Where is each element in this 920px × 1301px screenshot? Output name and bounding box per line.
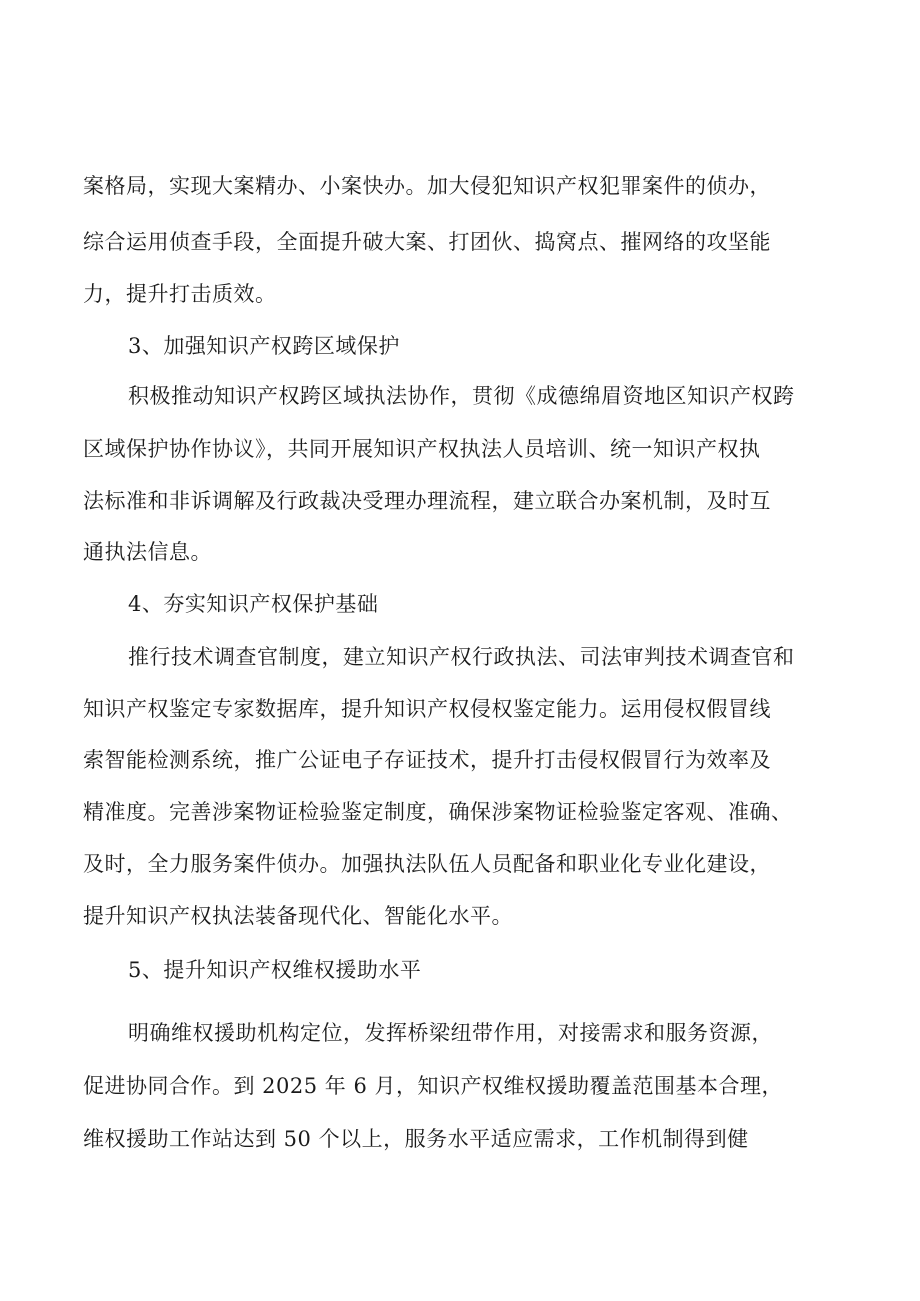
paragraph-line: 案格局，实现大案精办、小案快办。加大侵犯知识产权犯罪案件的侦办， bbox=[83, 174, 771, 198]
paragraph-line: 区域保护协作协议》，共同开展知识产权执法人员培训、统一知识产权执 bbox=[83, 437, 761, 461]
paragraph-line: 索智能检测系统，推广公证电子存证技术，提升打击侵权假冒行为效率及 bbox=[83, 748, 771, 772]
paragraph-line: 促进协同合作。到 2025 年 6 月，知识产权维权援助覆盖范围基本合理， bbox=[83, 1074, 784, 1098]
paragraph-line: 维权援助工作站达到 50 个以上，服务水平适应需求，工作机制得到健 bbox=[83, 1127, 749, 1151]
paragraph-line: 推行技术调查官制度，建立知识产权行政执法、司法审判技术调查官和 bbox=[128, 645, 795, 669]
paragraph-line: 综合运用侦查手段，全面提升破大案、打团伙、捣窝点、摧网络的攻坚能 bbox=[83, 230, 771, 254]
paragraph-line: 积极推动知识产权跨区域执法协作，贯彻《成德绵眉资地区知识产权跨 bbox=[128, 384, 795, 408]
paragraph-line: 法标准和非诉调解及行政裁决受理办理流程，建立联合办案机制，及时互 bbox=[83, 489, 771, 513]
paragraph-line: 知识产权鉴定专家数据库，提升知识产权侵权鉴定能力。运用侵权假冒线 bbox=[83, 697, 771, 721]
paragraph-line: 明确维权援助机构定位，发挥桥梁纽带作用，对接需求和服务资源， bbox=[128, 1021, 773, 1045]
paragraph-line: 精准度。完善涉案物证检验鉴定制度，确保涉案物证检验鉴定客观、准确、 bbox=[83, 800, 793, 824]
section-heading: 3、加强知识产权跨区域保护 bbox=[128, 334, 400, 358]
section-heading: 4、夯实知识产权保护基础 bbox=[128, 592, 379, 616]
paragraph-line: 力，提升打击质效。 bbox=[83, 282, 277, 306]
section-heading: 5、提升知识产权维权援助水平 bbox=[128, 958, 422, 982]
paragraph-line: 通执法信息。 bbox=[83, 540, 212, 564]
paragraph-line: 提升知识产权执法装备现代化、智能化水平。 bbox=[83, 904, 513, 928]
paragraph-line: 及时，全力服务案件侦办。加强执法队伍人员配备和职业化专业化建设， bbox=[83, 852, 771, 876]
